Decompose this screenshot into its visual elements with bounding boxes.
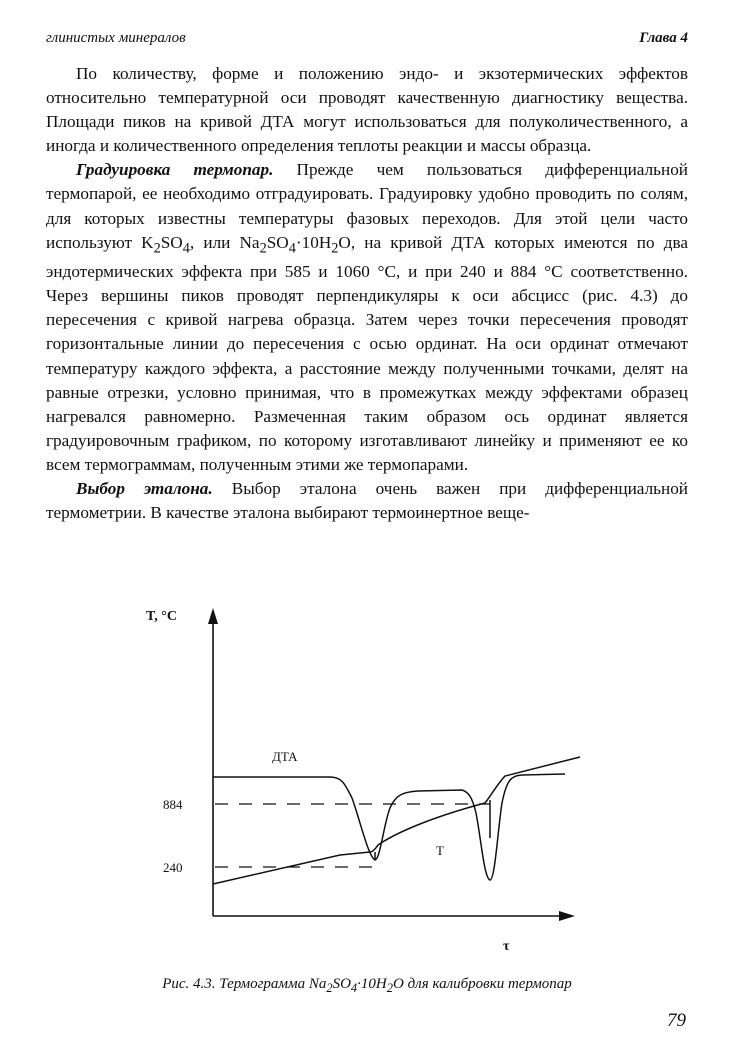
paragraph-2-text-b: SO bbox=[160, 232, 183, 252]
paragraph-2-text-a: Прежде чем пользоваться дифференциальной термопарой, ее необходимо отградуировать. Градуировку удобно проводить по солям, для которых известны температуры фазовых переходов. Для этой цели часто используют K bbox=[46, 160, 688, 252]
y-axis-arrow bbox=[208, 608, 218, 624]
subscript: 4 bbox=[350, 981, 358, 995]
caption-text-d: O для калибровки термопар bbox=[393, 976, 572, 992]
tick-label-240: 240 bbox=[163, 860, 183, 875]
running-header bbox=[46, 30, 688, 54]
x-axis-arrow bbox=[559, 911, 575, 921]
paragraph-3-title: Выбор эталона. bbox=[76, 479, 213, 499]
x-axis-label: τ bbox=[503, 939, 510, 954]
subscript: 4 bbox=[182, 240, 190, 257]
dta-curve bbox=[213, 774, 565, 880]
subscript: 2 bbox=[331, 240, 339, 257]
header-chapter: Глава 4 bbox=[639, 30, 688, 46]
paragraph-2-title: Градуировка термопар. bbox=[76, 160, 274, 180]
subscript: 4 bbox=[288, 240, 296, 257]
paragraph-2-text-c: , или Na bbox=[189, 232, 260, 252]
subscript: 2 bbox=[386, 981, 394, 995]
temperature-curve-label: T bbox=[436, 843, 444, 858]
paragraph-3 bbox=[46, 477, 688, 525]
temperature-curve bbox=[213, 757, 580, 884]
subscript: 2 bbox=[326, 981, 333, 995]
figure-caption bbox=[0, 976, 734, 996]
dta-curve-label: ДТА bbox=[272, 749, 298, 764]
page-number: 79 bbox=[667, 1010, 686, 1031]
paragraph-2-text-d: SO bbox=[266, 232, 289, 252]
caption-text-a: Рис. 4.3. Термограмма Na bbox=[162, 976, 327, 992]
caption-text-b: SO bbox=[332, 976, 351, 992]
caption-text-c: ·10H bbox=[357, 976, 387, 992]
y-axis-label: T, °C bbox=[146, 609, 178, 624]
body-text bbox=[46, 62, 688, 525]
subscript: 2 bbox=[259, 240, 267, 257]
paragraph-2-text-e: ·10H bbox=[295, 232, 332, 252]
thermogram-figure bbox=[0, 598, 734, 970]
paragraph-3-text: Выбор эталона очень важен при дифференциальной термометрии. В качестве эталона выбирают термоинертное веще- bbox=[46, 479, 688, 523]
paragraph-1: По количеству, форме и положению эндо- и экзотермических эффектов относительно температурной оси проводят качественную диагностику вещества. Площади пиков на кривой ДТА могут использоваться для полуколичественного, а иногда и количественного определения теплоты реакции и массы образца. bbox=[46, 64, 688, 156]
header-section-title: глинистых минералов bbox=[46, 30, 186, 46]
subscript: 2 bbox=[153, 240, 161, 257]
tick-label-884: 884 bbox=[163, 797, 183, 812]
paragraph-2 bbox=[46, 158, 688, 477]
paragraph-2-text-f: O, на кривой ДТА которых имеются по два эндотермических эффекта при 585 и 1060 °С, и при 240 и 884 °С соответственно. Через вершины пиков проводят перпендикуляры к оси абсцисс (рис. 4.3) до пересечения с кривой нагрева образца. Затем через точки пересечения проводят горизонтальные линии до пересечения с осью ординат. На оси ординат отмечают температуру каждого эффекта, а расстояние между полученными точками, делят на равные отрезки, условно принимая, что в промежутках между эффектами образец нагревался равномерно. Размеченная таким образом ось ординат является градуировочным графиком, по которому изготавливают линейку и применяют ее ко всем термограммам, полученным этими же термопарами. bbox=[46, 232, 689, 474]
